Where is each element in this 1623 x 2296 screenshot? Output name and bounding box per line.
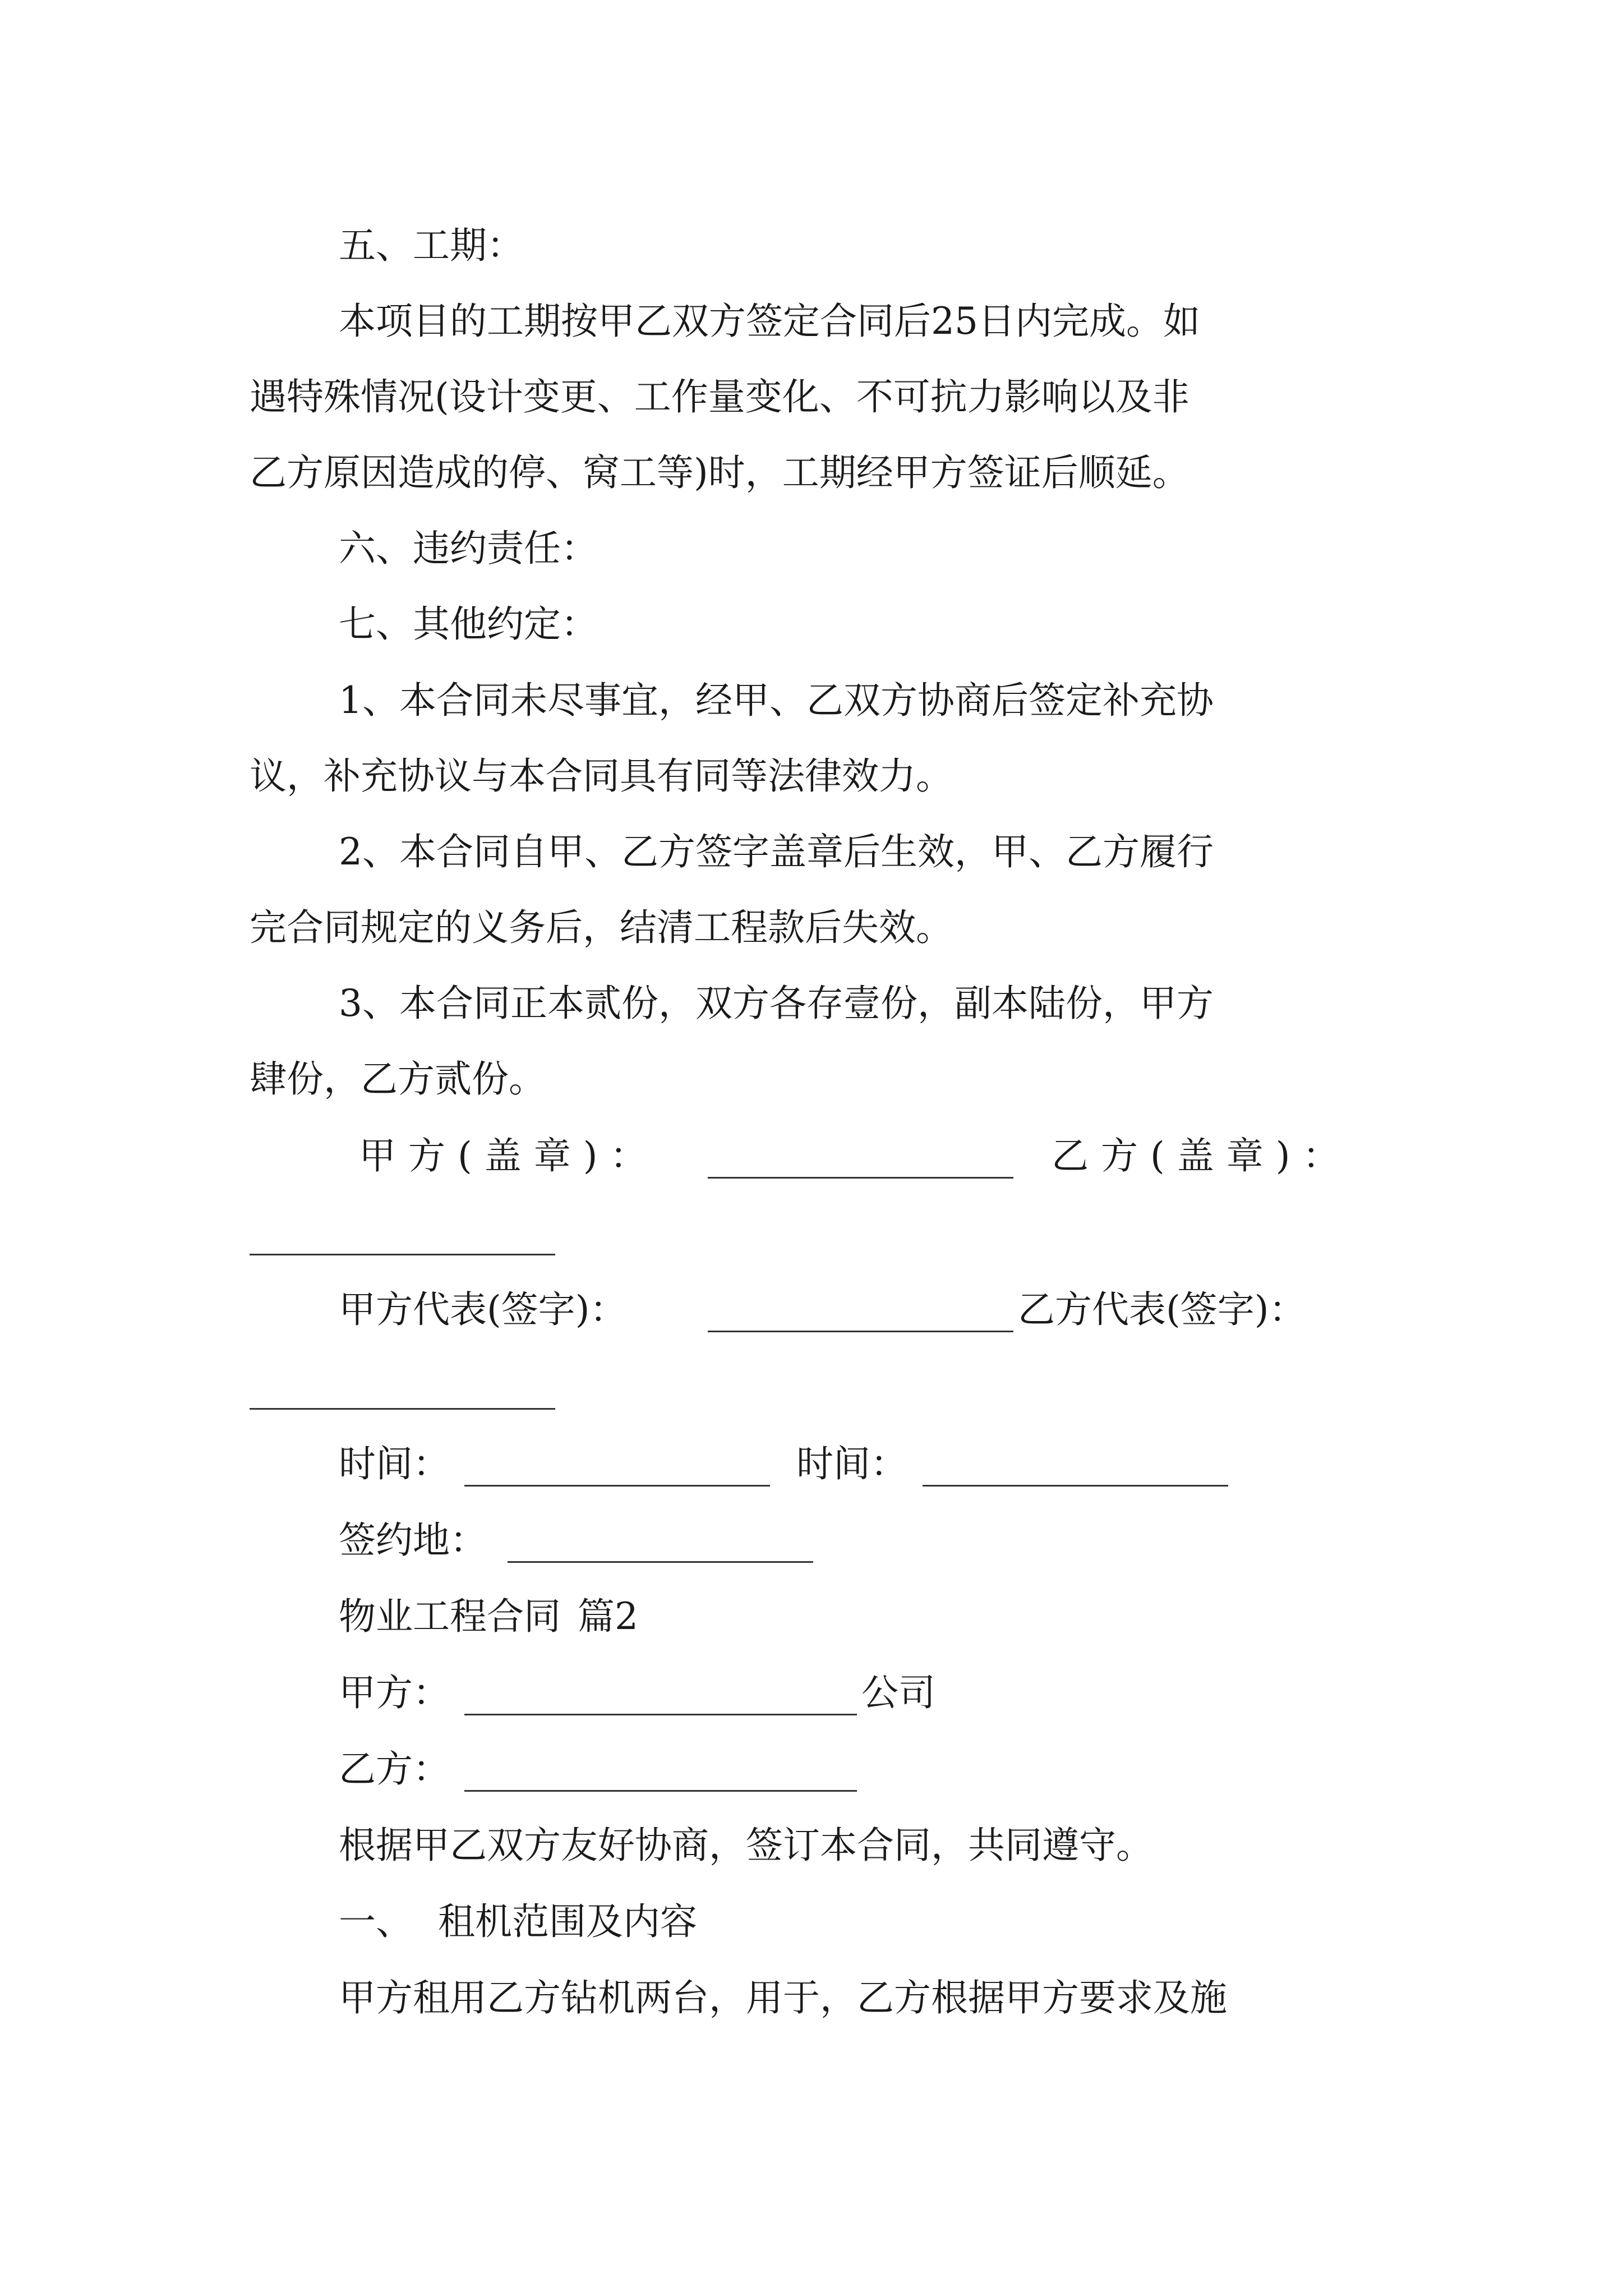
part-2-section-1-title: 租机范围及内容 [438,1900,697,1943]
party-b-rep-blank [250,1408,555,1410]
section-5-title: 五、工期： [339,224,524,267]
item-1-line-2: 议，补充协议与本合同具有同等法律效力。 [250,754,953,798]
part-2-section-1-number: 一、 [339,1900,413,1943]
party-a-time-label: 时间： [339,1442,450,1485]
part-2-intro: 根据甲乙双方友好协商，签订本合同，共同遵守。 [339,1824,1153,1867]
part-2-section-1-paragraph-line-1: 甲方租用乙方钻机两台，用于，乙方根据甲方要求及施 [339,1976,1227,2019]
party-a-rep-blank [708,1331,1013,1332]
party-a-rep-label: 甲方代表(签字)： [339,1288,627,1331]
item-3-line-1: 3、本合同正本贰份，双方各存壹份，副本陆份，甲方 [339,982,1214,1025]
part-2-party-b-blank [464,1790,857,1792]
party-a-time-blank [464,1485,770,1487]
party-b-rep-label: 乙方代表(签字)： [1018,1288,1306,1331]
section-6-title: 六、违约责任： [339,527,598,570]
part-2-party-b-label: 乙方： [339,1747,450,1791]
part-2-title [339,1595,638,1638]
party-a-seal-label: 甲方(盖章)： [359,1134,660,1177]
section-5-paragraph-line-3: 乙方原因造成的停、窝工等)时，工期经甲方签证后顺延。 [250,451,1189,494]
part-2-section-1-heading [339,1900,697,1943]
party-b-time-blank [923,1485,1228,1487]
party-b-seal-blank [250,1254,555,1255]
signing-place-blank [508,1561,813,1563]
part-2-party-a-label: 甲方： [339,1671,450,1714]
part-2-title-main: 物业工程合同 [339,1595,561,1638]
section-7-title: 七、其他约定： [339,602,598,646]
item-2-line-2: 完合同规定的义务后，结清工程款后失效。 [250,906,953,949]
part-2-party-a-blank [464,1714,857,1715]
party-b-seal-label: 乙方(盖章)： [1052,1134,1352,1177]
section-5-paragraph-line-1: 本项目的工期按甲乙双方签定合同后25日内完成。如 [339,300,1200,343]
part-2-party-a-suffix: 公司 [861,1671,935,1714]
item-1-line-1: 1、本合同未尽事宜，经甲、乙双方协商后签定补充协 [339,679,1214,722]
item-3-line-2: 肆份，乙方贰份。 [250,1057,546,1101]
party-a-seal-blank [708,1177,1013,1179]
signing-place-label: 签约地： [339,1519,487,1562]
section-5-paragraph-line-2: 遇特殊情况(设计变更、工作量变化、不可抗力影响以及非 [250,375,1189,418]
part-2-title-part: 篇2 [578,1595,638,1638]
item-2-line-1: 2、本合同自甲、乙方签字盖章后生效，甲、乙方履行 [339,830,1214,873]
party-b-time-label: 时间： [796,1442,907,1485]
